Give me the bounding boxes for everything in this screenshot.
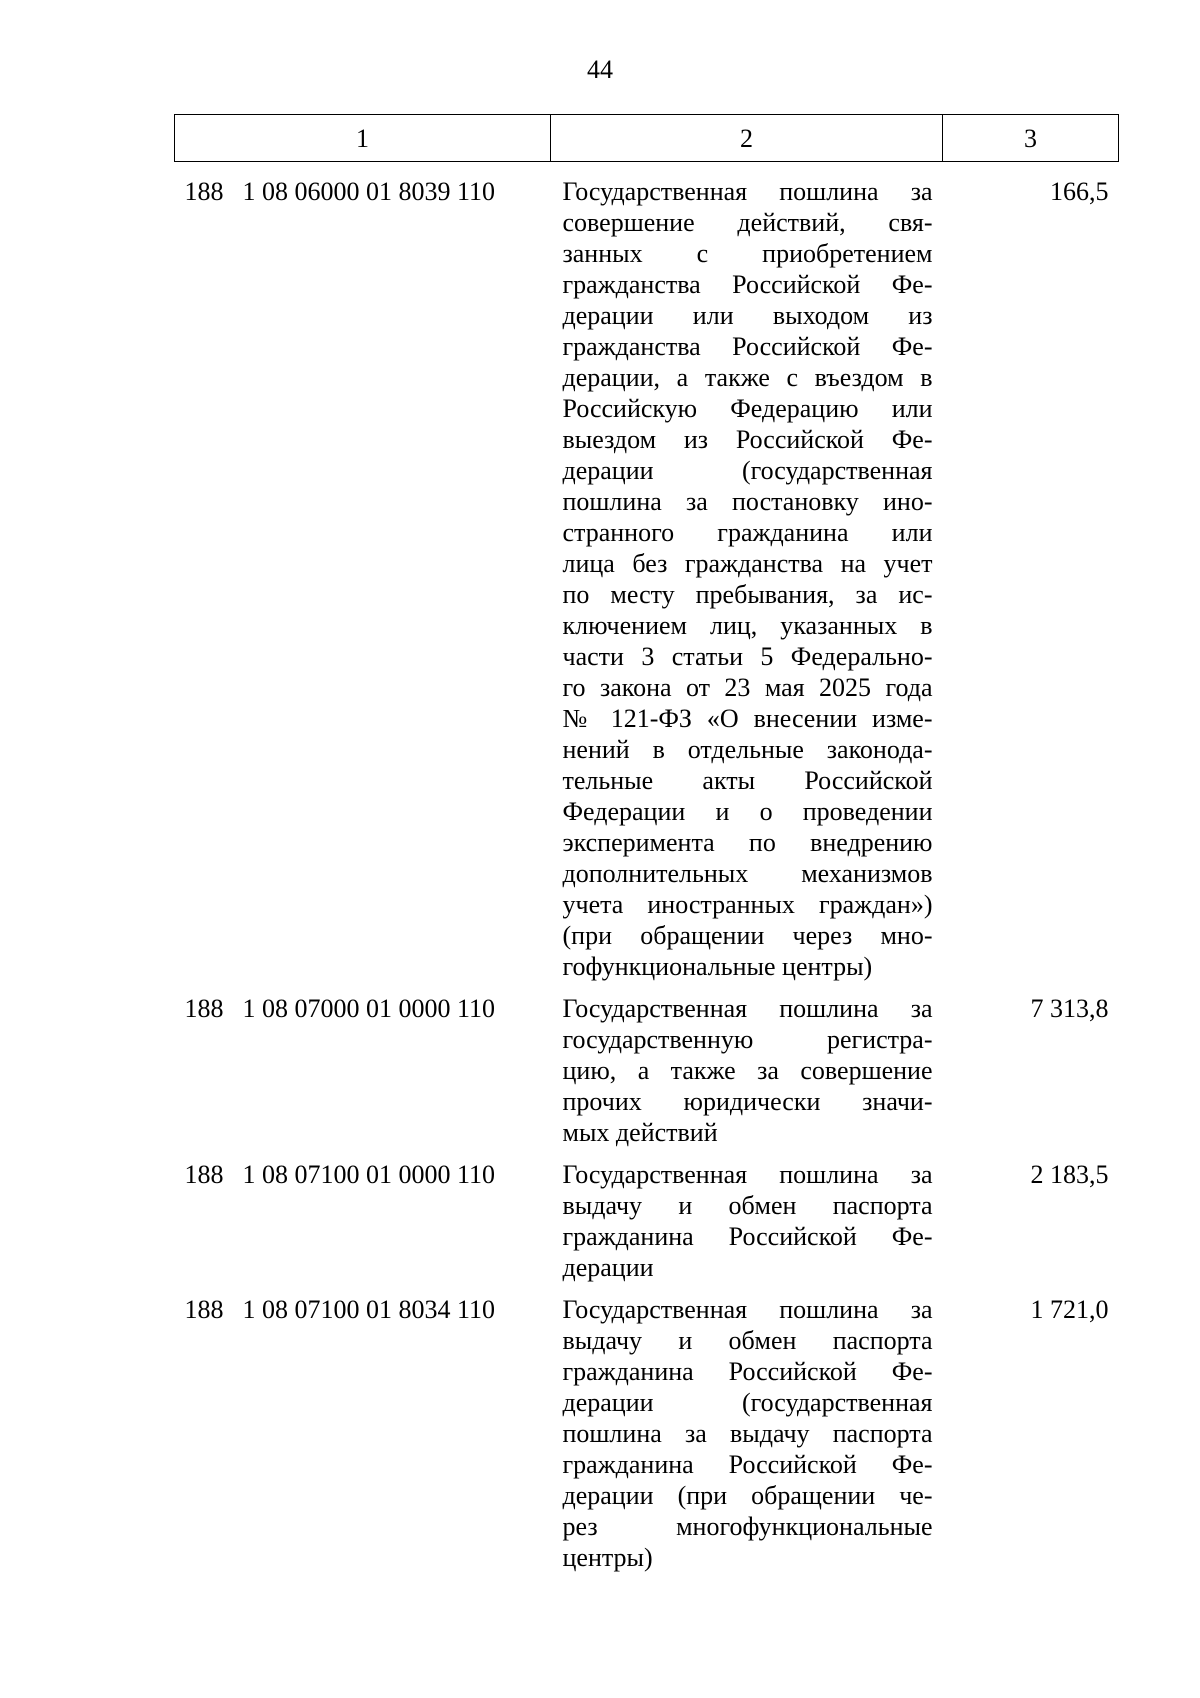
description-line: гражданина Российской Фе- xyxy=(562,1357,933,1386)
budget-table xyxy=(174,114,1119,1584)
code-cell xyxy=(175,1159,551,1294)
table-row xyxy=(175,993,1119,1159)
description-line: дерации xyxy=(562,1253,654,1282)
description-line: № 121-ФЗ «О внесении изме- xyxy=(562,704,933,733)
description-line: занных с приобретением xyxy=(562,239,933,268)
description-line: дополнительных механизмов xyxy=(562,859,933,888)
description-line: Российскую Федерацию или xyxy=(562,394,933,423)
description-line: цию, а также за совершение xyxy=(562,1056,933,1085)
description-line: прочих юридически значи- xyxy=(562,1087,933,1116)
description-line: по месту пребывания, за ис- xyxy=(562,580,933,609)
description-line: центры) xyxy=(562,1543,653,1572)
description-line: нений в отдельные законода- xyxy=(562,735,933,764)
revenue-code: 1 08 07100 01 8034 110 xyxy=(242,1295,496,1324)
description-line: (при обращении через мно- xyxy=(562,921,933,950)
description-cell xyxy=(551,1294,943,1584)
description-line: гофункциональные центры) xyxy=(562,952,873,981)
column-header-1: 1 xyxy=(175,115,551,162)
description-line: дерации, а также с въездом в xyxy=(562,363,933,392)
description-line: мых действий xyxy=(562,1118,718,1147)
description-line: дерации (государственная xyxy=(562,1388,933,1417)
description-line: эксперимента по внедрению xyxy=(562,828,933,857)
description-line: гражданства Российской Фе- xyxy=(562,270,933,299)
code-cell xyxy=(175,993,551,1159)
description-line: дерации (государственная xyxy=(562,456,933,485)
amount-cell: 166,5 xyxy=(1050,177,1109,206)
revenue-code: 1 08 07100 01 0000 110 xyxy=(242,1160,496,1189)
description-line: гражданства Российской Фе- xyxy=(562,332,933,361)
revenue-code: 1 08 07000 01 0000 110 xyxy=(242,994,496,1023)
description-line: пошлина за постановку ино- xyxy=(562,487,933,516)
admin-code: 188 xyxy=(184,1160,224,1189)
table-row xyxy=(175,1294,1119,1584)
description-line: выдачу и обмен паспорта xyxy=(562,1191,933,1220)
description-line: Государственная пошлина за xyxy=(562,177,933,206)
description-line: дерации (при обращении че- xyxy=(562,1481,933,1510)
admin-code: 188 xyxy=(184,177,224,206)
description-line: гражданина Российской Фе- xyxy=(562,1450,933,1479)
code-cell xyxy=(175,1294,551,1584)
admin-code: 188 xyxy=(184,994,224,1023)
code-cell xyxy=(175,162,551,994)
description-line: части 3 статьи 5 Федерально- xyxy=(562,642,933,671)
description-cell xyxy=(551,1159,943,1294)
description-line: дерации или выходом из xyxy=(562,301,933,330)
description-line: го закона от 23 мая 2025 года xyxy=(562,673,933,702)
table-header xyxy=(175,115,1119,162)
admin-code: 188 xyxy=(184,1295,224,1324)
amount-cell: 2 183,5 xyxy=(1030,1160,1109,1189)
description-line: государственную регистра- xyxy=(562,1025,933,1054)
description-line: тельные акты Российской xyxy=(562,766,933,795)
column-header-3: 3 xyxy=(943,115,1119,162)
description-line: учета иностранных граждан») xyxy=(562,890,933,919)
description-line: пошлина за выдачу паспорта xyxy=(562,1419,933,1448)
description-line: выдачу и обмен паспорта xyxy=(562,1326,933,1355)
description-line: рез многофункциональные xyxy=(562,1512,933,1541)
revenue-code: 1 08 06000 01 8039 110 xyxy=(242,177,496,206)
page-number: 44 xyxy=(587,55,613,84)
description-line: выездом из Российской Фе- xyxy=(562,425,933,454)
description-line: Государственная пошлина за xyxy=(562,1295,933,1324)
description-line: ключением лиц, указанных в xyxy=(562,611,933,640)
table-row xyxy=(175,162,1119,994)
description-line: Государственная пошлина за xyxy=(562,994,933,1023)
description-cell xyxy=(551,993,943,1159)
description-line: странного гражданина или xyxy=(562,518,933,547)
description-line: Федерации и о проведении xyxy=(562,797,933,826)
description-line: гражданина Российской Фе- xyxy=(562,1222,933,1251)
table-body xyxy=(175,162,1119,1585)
amount-cell: 7 313,8 xyxy=(1030,994,1109,1023)
description-cell xyxy=(551,162,943,994)
amount-cell: 1 721,0 xyxy=(1030,1295,1109,1324)
column-header-2: 2 xyxy=(551,115,943,162)
table-row xyxy=(175,1159,1119,1294)
description-line: Государственная пошлина за xyxy=(562,1160,933,1189)
description-line: совершение действий, свя- xyxy=(562,208,933,237)
description-line: лица без гражданства на учет xyxy=(562,549,933,578)
